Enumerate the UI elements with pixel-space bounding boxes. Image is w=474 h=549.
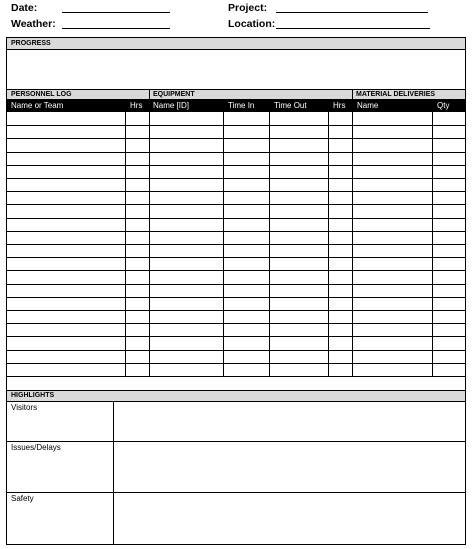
grid-row-line xyxy=(7,191,465,192)
grid-row-line xyxy=(7,284,465,285)
col-name-or-team: Name or Team xyxy=(11,101,64,110)
visitors-label: Visitors xyxy=(11,403,38,412)
grid-row-line xyxy=(7,204,465,205)
grid-row-line xyxy=(7,336,465,337)
log-grid[interactable] xyxy=(7,112,465,390)
grid-column-line xyxy=(223,112,224,376)
grid-row-line xyxy=(7,165,465,166)
highlights-section-header: HIGHLIGHTS xyxy=(7,390,465,402)
location-label: Location: xyxy=(228,18,276,30)
grid-column-line xyxy=(432,112,433,376)
progress-section-header: PROGRESS xyxy=(7,38,465,50)
grid-row-line xyxy=(7,178,465,179)
grid-row-line xyxy=(7,310,465,311)
grid-row-line xyxy=(7,270,465,271)
grid-row-line xyxy=(7,125,465,126)
sub-header-divider xyxy=(149,89,150,100)
visitors-row[interactable] xyxy=(7,402,465,442)
grid-row-line xyxy=(7,297,465,298)
personnel-log-header: PERSONNEL LOG xyxy=(7,89,149,100)
col-name-id: Name [ID] xyxy=(153,101,190,110)
material-deliveries-header: MATERIAL DELIVERIES xyxy=(352,89,465,100)
project-field[interactable] xyxy=(276,12,428,13)
col-qty: Qty xyxy=(437,101,450,110)
grid-row-line xyxy=(7,323,465,324)
equipment-header: EQUIPMENT xyxy=(149,89,352,100)
col-hrs-equipment: Hrs xyxy=(333,101,346,110)
sub-header-divider xyxy=(352,89,353,100)
safety-row[interactable] xyxy=(7,493,465,544)
safety-divider xyxy=(113,493,114,544)
grid-column-line xyxy=(269,112,270,376)
issues-delays-divider xyxy=(113,442,114,492)
weather-field[interactable] xyxy=(62,28,170,29)
date-label: Date: xyxy=(11,2,38,14)
grid-column-line xyxy=(352,112,353,376)
grid-column-line xyxy=(328,112,329,376)
grid-row-line xyxy=(7,138,465,139)
grid-column-line xyxy=(125,112,126,376)
grid-row-line xyxy=(7,363,465,364)
progress-area[interactable] xyxy=(7,50,465,89)
grid-row-line xyxy=(7,350,465,351)
grid-row-line xyxy=(7,257,465,258)
grid-row-line xyxy=(7,231,465,232)
safety-label: Safety xyxy=(11,494,34,503)
daily-report-form xyxy=(6,37,466,545)
visitors-divider xyxy=(113,402,114,441)
col-time-in: Time In xyxy=(228,101,255,110)
grid-column-line xyxy=(149,112,150,376)
date-field[interactable] xyxy=(62,12,170,13)
grid-row-line xyxy=(7,152,465,153)
issues-delays-row[interactable] xyxy=(7,442,465,493)
location-field[interactable] xyxy=(276,28,430,29)
weather-label: Weather: xyxy=(11,18,56,30)
issues-delays-label: Issues/Delays xyxy=(11,443,61,452)
grid-row-line xyxy=(7,376,465,377)
col-name: Name xyxy=(357,101,379,110)
col-hrs-personnel: Hrs xyxy=(130,101,143,110)
col-time-out: Time Out xyxy=(274,101,307,110)
column-header-row xyxy=(7,100,465,112)
grid-row-line xyxy=(7,244,465,245)
project-label: Project: xyxy=(228,2,268,14)
grid-row-line xyxy=(7,218,465,219)
